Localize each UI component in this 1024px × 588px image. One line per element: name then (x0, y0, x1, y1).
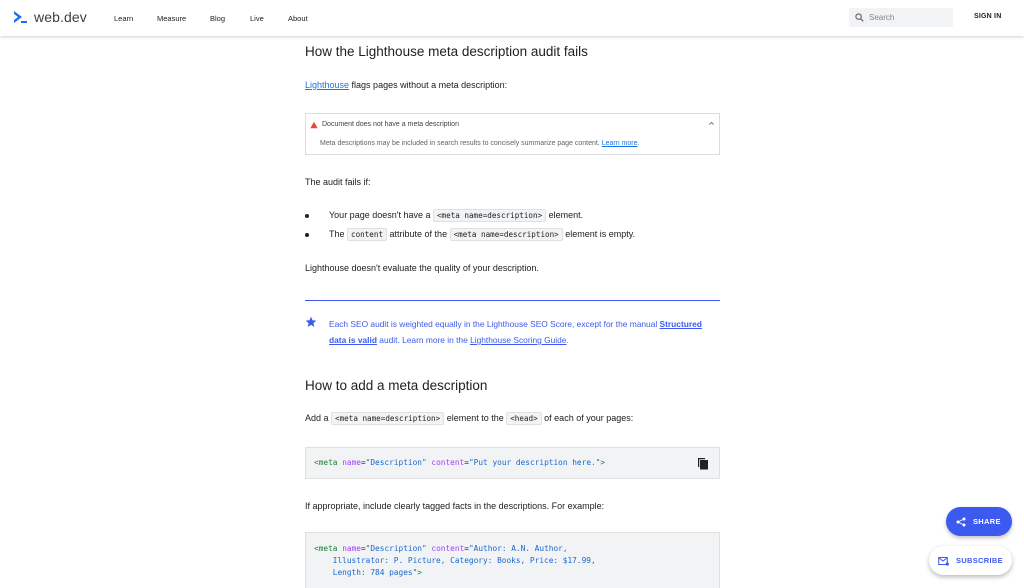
bullet-text (329, 210, 583, 220)
code-head: <head> (506, 412, 541, 425)
code-tag-close: > (417, 568, 422, 577)
code-string: "Author: A.N. Author, (468, 544, 568, 553)
intro-text: flags pages without a meta description: (349, 80, 508, 90)
add-meta-paragraph (305, 413, 633, 423)
intro-paragraph (305, 80, 507, 90)
share-button[interactable] (946, 507, 1012, 536)
code-block-tagged (305, 532, 720, 588)
logo-text: web.dev (34, 9, 87, 25)
bullet1-pre: Your page doesn't have a (329, 210, 433, 220)
nav-about[interactable]: About (288, 14, 308, 23)
audit-desc-period: . (637, 140, 640, 147)
share-label: SHARE (973, 517, 1001, 526)
callout-divider (305, 300, 720, 301)
subscribe-button[interactable] (929, 546, 1012, 575)
nav-blog[interactable]: Blog (210, 14, 226, 23)
audit-desc-text: Meta descriptions may be included in search results to concisely summarize page content. (320, 140, 600, 147)
audit-learn-more-link[interactable]: Learn more (601, 140, 638, 147)
code-lines: <meta name="Description" content="Author: A.N. Author, Illustrator: P. Picture, Category: Books, Price: $17.99, Length: 784 pages"> (314, 544, 596, 577)
search-box[interactable] (849, 8, 953, 27)
callout-mid: audit. Learn more in the (376, 335, 471, 345)
code-string: Length: 784 pages" (314, 568, 418, 577)
code-attr: content (431, 544, 465, 553)
nav-learn[interactable]: Learn (114, 14, 134, 23)
bullet1-post: element. (546, 210, 584, 220)
bullet-dot (305, 233, 309, 237)
sign-in-button[interactable]: SIGN IN (974, 13, 1002, 20)
star-icon (305, 316, 317, 328)
heading-audit-fails: How the Lighthouse meta description audit fails (305, 44, 588, 59)
nav-live[interactable]: Live (250, 14, 264, 23)
bullet-text (329, 229, 635, 239)
code-attr: name (342, 544, 361, 553)
code-tag-close: > (600, 458, 606, 467)
code-line: <meta name="Description" content="Put your description here."> (314, 458, 606, 467)
seo-score-callout (329, 316, 719, 348)
bullet2-mid: attribute of the (387, 229, 450, 239)
code-string: "Description" (365, 544, 427, 553)
no-quality-text: Lighthouse doesn't evaluate the quality of your description. (305, 263, 539, 273)
scoring-guide-link[interactable]: Lighthouse Scoring Guide (470, 335, 567, 345)
heading-add-meta-description: How to add a meta description (305, 378, 488, 393)
code-block-basic (305, 447, 720, 479)
structured-data-link[interactable]: Structured data is valid (329, 319, 702, 345)
bullet-dot (305, 214, 309, 218)
bullet2-pre: The (329, 229, 348, 239)
callout-post: . (566, 335, 569, 345)
code-string: "Description" (365, 458, 427, 467)
search-icon (855, 13, 864, 22)
code-meta-description: <meta name=description> (450, 228, 563, 241)
audit-result-panel[interactable] (305, 113, 720, 155)
code-meta-description: <meta name=description> (331, 412, 444, 425)
add-mid: element to the (444, 413, 507, 423)
code-string: "Put your description here." (468, 458, 601, 467)
nav-measure[interactable]: Measure (157, 14, 187, 23)
lighthouse-link[interactable]: Lighthouse (305, 80, 350, 90)
warning-triangle-icon (310, 121, 318, 129)
copy-icon[interactable] (697, 457, 709, 470)
audit-description (320, 140, 639, 147)
web-dev-logo-icon (12, 9, 28, 25)
code-tag-open: <meta (314, 458, 338, 467)
search-input[interactable] (869, 13, 949, 22)
tagged-facts-text: If appropriate, include clearly tagged facts in the descriptions. For example: (305, 501, 605, 511)
chevron-up-icon[interactable] (708, 120, 715, 127)
code-meta-description: <meta name=description> (433, 209, 546, 222)
add-post: of each of your pages: (541, 413, 634, 423)
code-attr: content (431, 458, 465, 467)
code-content: content (347, 228, 387, 241)
share-icon (956, 517, 966, 527)
add-pre: Add a (305, 413, 332, 423)
code-tag-open: <meta (314, 544, 338, 553)
callout-pre: Each SEO audit is weighted equally in the Lighthouse SEO Score, except for the manual (329, 319, 660, 329)
site-logo[interactable] (12, 9, 87, 25)
bullet2-post: element is empty. (562, 229, 636, 239)
audit-fails-if-text: The audit fails if: (305, 177, 371, 187)
subscribe-label: SUBSCRIBE (956, 556, 1003, 565)
top-app-bar (0, 0, 1024, 36)
mail-icon (938, 556, 949, 566)
audit-title: Document does not have a meta description (322, 121, 459, 128)
code-attr: name (342, 458, 361, 467)
code-string: Illustrator: P. Picture, Category: Books, Price: $17.99, (314, 556, 596, 565)
